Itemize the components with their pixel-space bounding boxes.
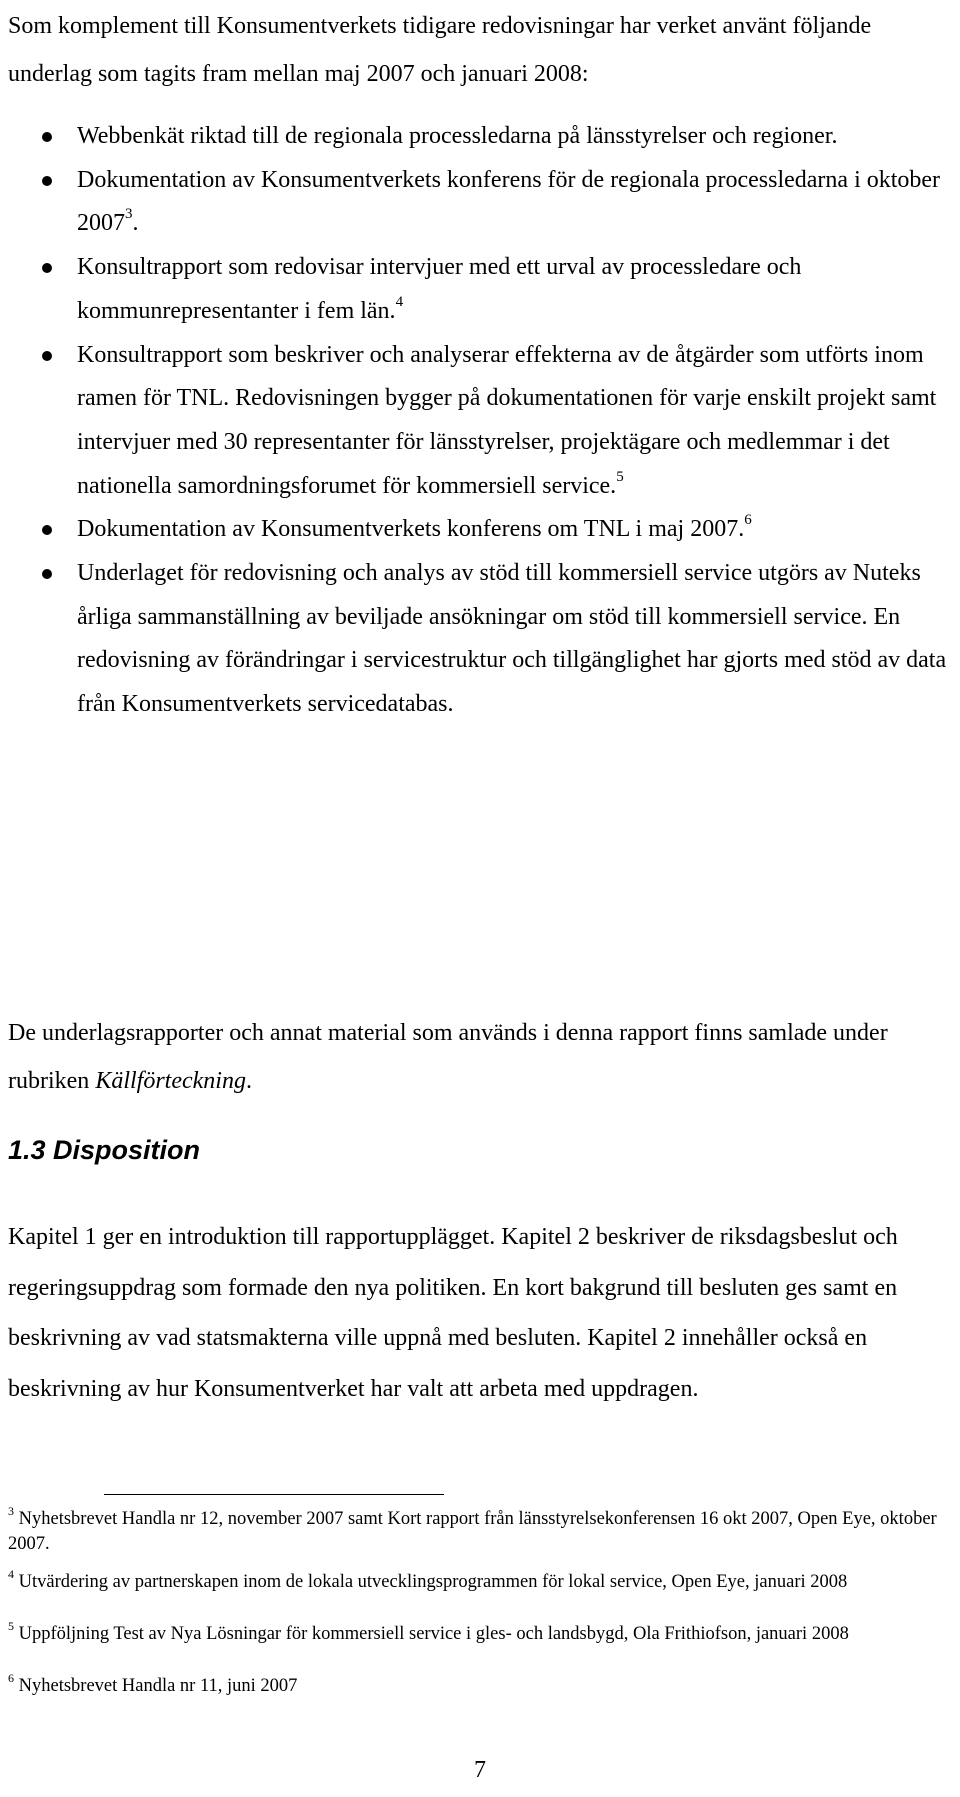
sources-paragraph xyxy=(8,1009,948,1106)
footnote-number: 4 xyxy=(8,1567,14,1581)
source-list-reference: Källförteckning xyxy=(95,1068,246,1095)
list-item-text: Dokumentation av Konsumentverkets konferens om TNL i maj 2007. xyxy=(77,516,745,543)
list-item xyxy=(0,334,950,509)
list-item-text: Konsultrapport som beskriver och analyserar effekterna av de åtgärder som utförts inom ramen för TNL. Redovisningen bygger på dokumentationen för varje enskilt projekt samt intervjuer med 30 representanter för länsstyrelser, projektägare och medlemmar i det nationella samordningsforumet för kommersiell service. xyxy=(77,341,937,499)
footnote xyxy=(8,1567,953,1595)
footnote xyxy=(8,1671,953,1699)
list-item xyxy=(0,159,950,246)
list-item xyxy=(0,246,950,333)
footnote-text: Nyhetsbrevet Handla nr 12, november 2007 samt Kort rapport från länsstyrelsekonferensen 16 okt 2007, Open Eye, oktober 2007. xyxy=(8,1509,937,1554)
footnote-ref[interactable]: 4 xyxy=(395,293,404,310)
list-item-text: Underlaget för redovisning och analys av stöd till kommersiell service utgörs av Nuteks årliga sammanställning av beviljade ansökningar om stöd till kommersiell service. En redovisning av förändringar i servicestruktur och tillgänglighet har gjorts med stöd av data från Konsumentverkets servicedatabas. xyxy=(77,560,947,718)
list-item xyxy=(0,552,950,727)
list-item xyxy=(0,508,950,552)
footnote-number: 6 xyxy=(8,1671,14,1685)
source-list xyxy=(0,115,950,727)
page-number: 7 xyxy=(474,1757,486,1783)
footnote-number: 3 xyxy=(8,1504,14,1518)
section-heading: 1.3 Disposition xyxy=(8,1135,201,1165)
footnote-text: Nyhetsbrevet Handla nr 11, juni 2007 xyxy=(18,1676,298,1696)
sources-text: De underlagsrapporter och annat material som används i denna rapport finns samlade under rubriken xyxy=(8,1020,888,1095)
footnote-number: 5 xyxy=(8,1619,14,1633)
intro-paragraph: Som komplement till Konsumentverkets tidigare redovisningar har verket använt följande underlag som tagits fram mellan maj 2007 och januari 2008: xyxy=(8,13,872,88)
footnote-text: Uppföljning Test av Nya Lösningar för kommersiell service i gles- och landsbygd, Ola Frithiofson, januari 2008 xyxy=(18,1624,849,1644)
footnote-ref[interactable]: 6 xyxy=(744,512,752,529)
footnote-ref[interactable]: 5 xyxy=(616,468,624,485)
list-item xyxy=(0,115,950,159)
footnote xyxy=(8,1619,953,1647)
list-item-text-end: . xyxy=(132,210,139,237)
list-item-text: Konsultrapport som redovisar intervjuer med ett urval av processledare och kommunrepresentanter i fem län. xyxy=(77,254,802,324)
footnote xyxy=(8,1504,953,1557)
disposition-paragraph: Kapitel 1 ger en introduktion till rapportupplägget. Kapitel 2 beskriver de riksdagsbeslut och regeringsuppdrag som formade den nya politiken. En kort bakgrund till besluten ges samt en beskrivning av vad statsmakterna ville uppnå med besluten. Kapitel 2 innehåller också en beskrivning av hur Konsumentverket har valt att arbeta med uppdragen. xyxy=(8,1224,898,1402)
footnote-ref[interactable]: 3 xyxy=(125,206,133,223)
sources-text-end: . xyxy=(245,1068,252,1095)
list-item-text: Dokumentation av Konsumentverkets konferens för de regionala processledarna i oktober 2007 xyxy=(77,166,941,237)
footnote-text: Utvärdering av partnerskapen inom de lokala utvecklingsprogrammen för lokal service, Open Eye, januari 2008 xyxy=(18,1572,848,1592)
list-item-text: Webbenkät riktad till de regionala processledarna på länsstyrelser och regioner. xyxy=(77,123,838,149)
footnote-separator xyxy=(104,1494,444,1495)
